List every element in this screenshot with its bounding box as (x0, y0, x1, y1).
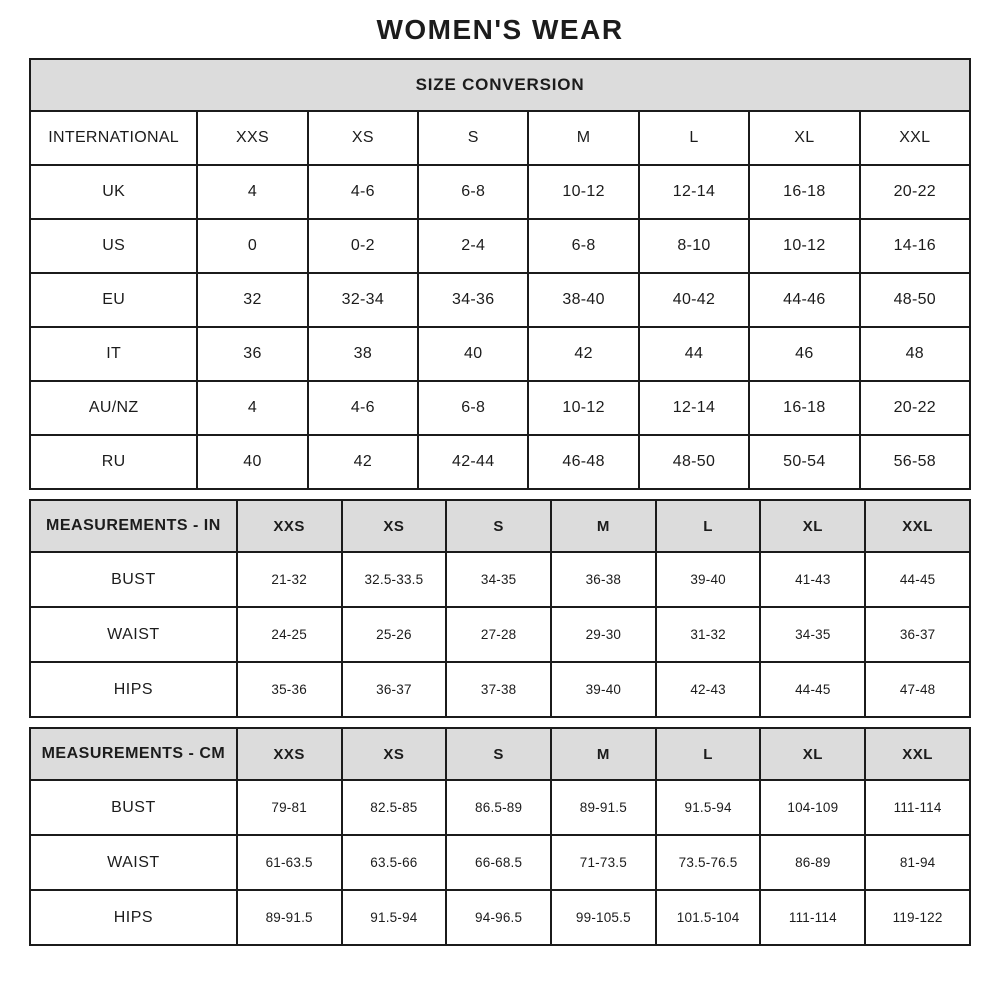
table-cell: 16-18 (749, 165, 859, 219)
table-cell: M (551, 500, 656, 552)
table-cell: 71-73.5 (551, 835, 656, 890)
table-cell: 12-14 (639, 165, 749, 219)
table-cell: 24-25 (237, 607, 342, 662)
table-cell: 16-18 (749, 381, 859, 435)
table-cell: 94-96.5 (446, 890, 551, 945)
table-cell: 38 (308, 327, 418, 381)
table-cell: XXS (197, 111, 307, 165)
table-cell: 63.5-66 (342, 835, 447, 890)
table-cell: 89-91.5 (551, 780, 656, 835)
row-label-ru: RU (30, 435, 197, 489)
measurements-in-title: MEASUREMENTS - IN (30, 500, 237, 552)
row-label-us: US (30, 219, 197, 273)
table-cell: 32-34 (308, 273, 418, 327)
table-cell: 31-32 (656, 607, 761, 662)
table-cell: 39-40 (551, 662, 656, 717)
row-label-waist-in: WAIST (30, 607, 237, 662)
table-cell: 4 (197, 381, 307, 435)
table-cell: 32.5-33.5 (342, 552, 447, 607)
table-cell: S (446, 500, 551, 552)
table-cell: 32 (197, 273, 307, 327)
row-label-hips-cm: HIPS (30, 890, 237, 945)
table-cell: L (639, 111, 749, 165)
table-row-uk (30, 165, 970, 219)
measurements-in-header-row (30, 500, 970, 552)
table-row-eu (30, 273, 970, 327)
table-cell: 82.5-85 (342, 780, 447, 835)
table-cell: 50-54 (749, 435, 859, 489)
row-label-it: IT (30, 327, 197, 381)
table-cell: 29-30 (551, 607, 656, 662)
table-cell: L (656, 500, 761, 552)
table-cell: 39-40 (656, 552, 761, 607)
table-cell: 40-42 (639, 273, 749, 327)
table-cell: 81-94 (865, 835, 970, 890)
measurements-cm-header-row (30, 728, 970, 780)
table-cell: 119-122 (865, 890, 970, 945)
table-cell: 44-46 (749, 273, 859, 327)
table-cell: 111-114 (760, 890, 865, 945)
table-cell: XL (760, 728, 865, 780)
table-cell: 12-14 (639, 381, 749, 435)
table-cell: 25-26 (342, 607, 447, 662)
table-cell: 0-2 (308, 219, 418, 273)
table-cell: 47-48 (865, 662, 970, 717)
table-row-hips-cm (30, 890, 970, 945)
table-cell: 91.5-94 (656, 780, 761, 835)
table-cell: 38-40 (528, 273, 638, 327)
table-cell: 20-22 (860, 165, 970, 219)
table-cell: 44 (639, 327, 749, 381)
table-row-it (30, 327, 970, 381)
table-cell: 36 (197, 327, 307, 381)
table-cell: 36-38 (551, 552, 656, 607)
table-row-us (30, 219, 970, 273)
table-cell: 21-32 (237, 552, 342, 607)
table-cell: XXS (237, 728, 342, 780)
table-cell: 42-44 (418, 435, 528, 489)
table-cell: 42 (528, 327, 638, 381)
table-cell: 40 (418, 327, 528, 381)
table-cell: 36-37 (342, 662, 447, 717)
table-cell: 48-50 (860, 273, 970, 327)
measurements-cm-table (29, 727, 971, 946)
table-cell: 36-37 (865, 607, 970, 662)
table-cell: XXS (237, 500, 342, 552)
table-cell: M (528, 111, 638, 165)
table-cell: INTERNATIONAL (30, 111, 197, 165)
table-cell: 0 (197, 219, 307, 273)
table-cell: 104-109 (760, 780, 865, 835)
table-cell: S (446, 728, 551, 780)
table-cell: 8-10 (639, 219, 749, 273)
size-conversion-columns-row (30, 111, 970, 165)
table-cell: 4-6 (308, 165, 418, 219)
row-label-eu: EU (30, 273, 197, 327)
table-cell: 10-12 (528, 381, 638, 435)
row-label-bust-cm: BUST (30, 780, 237, 835)
table-cell: XS (308, 111, 418, 165)
table-cell: 34-35 (760, 607, 865, 662)
table-cell: 56-58 (860, 435, 970, 489)
size-conversion-title: SIZE CONVERSION (30, 59, 970, 111)
table-row-ru (30, 435, 970, 489)
table-row-waist-cm (30, 835, 970, 890)
table-cell: 10-12 (528, 165, 638, 219)
table-cell: 37-38 (446, 662, 551, 717)
row-label-aunz: AU/NZ (30, 381, 197, 435)
table-cell: 34-36 (418, 273, 528, 327)
row-label-hips-in: HIPS (30, 662, 237, 717)
table-cell: 42-43 (656, 662, 761, 717)
table-cell: S (418, 111, 528, 165)
table-row-waist-in (30, 607, 970, 662)
table-cell: L (656, 728, 761, 780)
table-cell: XL (749, 111, 859, 165)
table-cell: 44-45 (865, 552, 970, 607)
table-cell: 66-68.5 (446, 835, 551, 890)
table-cell: 46 (749, 327, 859, 381)
size-conversion-table (29, 58, 971, 490)
table-cell: 6-8 (418, 381, 528, 435)
table-cell: 91.5-94 (342, 890, 447, 945)
table-cell: 6-8 (418, 165, 528, 219)
table-cell: 41-43 (760, 552, 865, 607)
table-cell: XXL (865, 500, 970, 552)
table-cell: XS (342, 728, 447, 780)
table-row-bust-cm (30, 780, 970, 835)
table-cell: 101.5-104 (656, 890, 761, 945)
table-cell: 10-12 (749, 219, 859, 273)
table-cell: 14-16 (860, 219, 970, 273)
table-cell: 86-89 (760, 835, 865, 890)
table-cell: 48 (860, 327, 970, 381)
table-row-hips-in (30, 662, 970, 717)
row-label-uk: UK (30, 165, 197, 219)
table-cell: 73.5-76.5 (656, 835, 761, 890)
table-cell: 4-6 (308, 381, 418, 435)
table-cell: 6-8 (528, 219, 638, 273)
table-cell: 42 (308, 435, 418, 489)
table-cell: 48-50 (639, 435, 749, 489)
table-cell: 27-28 (446, 607, 551, 662)
table-cell: 40 (197, 435, 307, 489)
table-cell: 34-35 (446, 552, 551, 607)
table-cell: 89-91.5 (237, 890, 342, 945)
row-label-bust-in: BUST (30, 552, 237, 607)
table-cell: 44-45 (760, 662, 865, 717)
table-cell: XL (760, 500, 865, 552)
table-cell: 79-81 (237, 780, 342, 835)
measurements-in-table (29, 499, 971, 718)
table-cell: M (551, 728, 656, 780)
page-title: WOMEN'S WEAR (376, 14, 624, 45)
table-cell: 111-114 (865, 780, 970, 835)
size-conversion-header-row (30, 59, 970, 111)
table-cell: 2-4 (418, 219, 528, 273)
table-cell: 99-105.5 (551, 890, 656, 945)
table-cell: 61-63.5 (237, 835, 342, 890)
row-label-waist-cm: WAIST (30, 835, 237, 890)
table-cell: 35-36 (237, 662, 342, 717)
table-row-aunz (30, 381, 970, 435)
measurements-cm-title: MEASUREMENTS - CM (30, 728, 237, 780)
table-cell: XS (342, 500, 447, 552)
table-cell: XXL (860, 111, 970, 165)
table-cell: XXL (865, 728, 970, 780)
table-cell: 86.5-89 (446, 780, 551, 835)
table-row-bust-in (30, 552, 970, 607)
table-cell: 46-48 (528, 435, 638, 489)
table-cell: 4 (197, 165, 307, 219)
table-cell: 20-22 (860, 381, 970, 435)
